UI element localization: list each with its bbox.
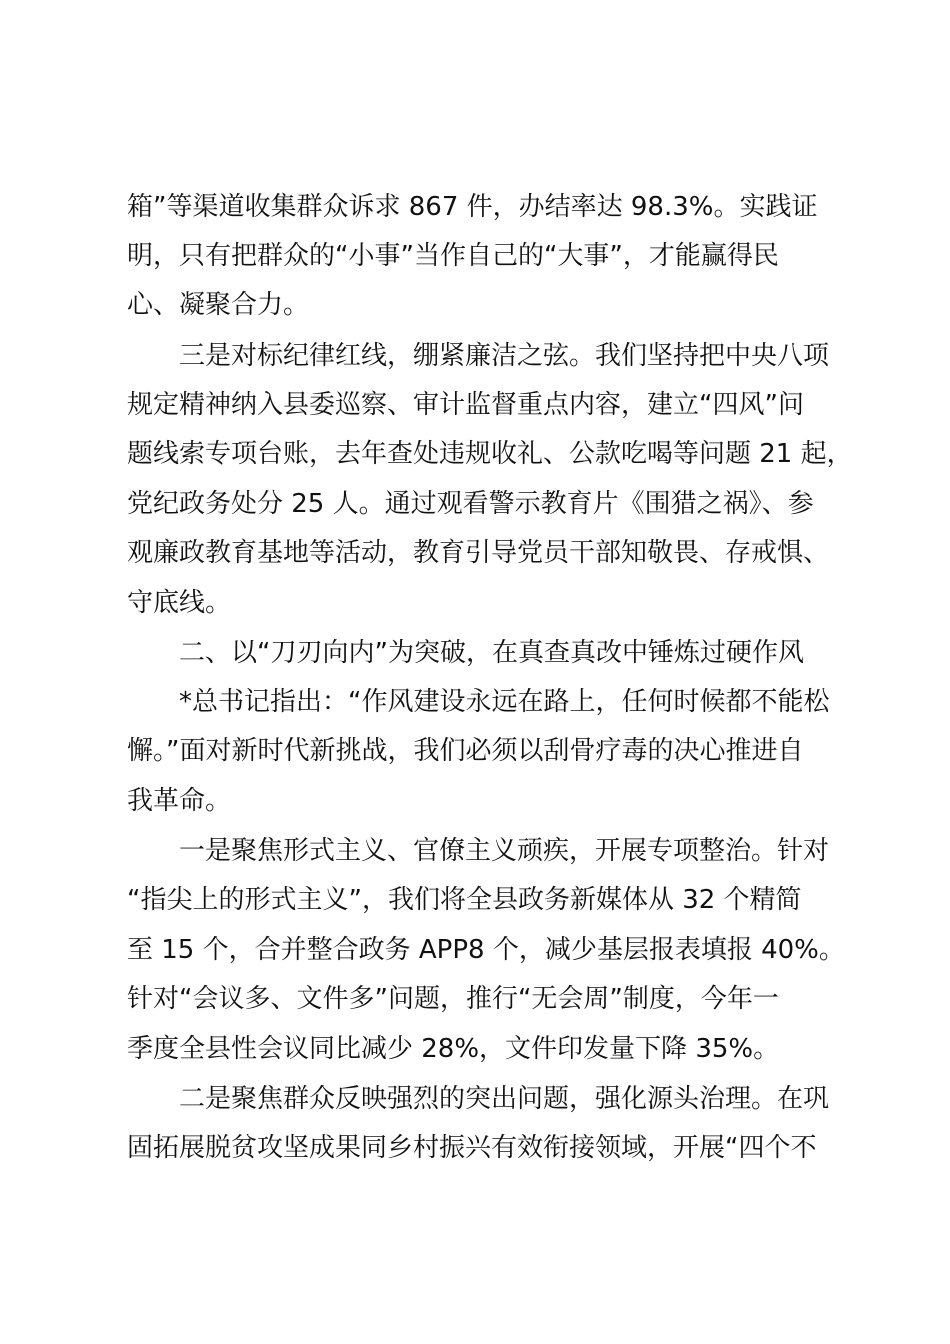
- section-heading: 二、以“刀刃向内”为突破，在真查真改中锤炼过硬作风: [127, 638, 804, 668]
- text-line: 规定精神纳入县委巡察、审计监督重点内容，建立“四风”问: [127, 390, 804, 420]
- paragraph-start-line: 三是对标纪律红线，绷紧廉洁之弦。我们坚持把中央八项: [127, 341, 830, 371]
- text-line: 明，只有把群众的“小事”当作自己的“大事”，才能赢得民: [127, 241, 779, 271]
- text-line: 党纪政务处分 25 人。通过观看警示教育片《围猎之祸》、参: [127, 489, 814, 519]
- paragraph-start-line: 一是聚焦形式主义、官僚主义顽疾，开展专项整治。针对: [127, 836, 830, 866]
- text-line: 至 15 个，合并整合政务 APP8 个，减少基层报表填报 40%。: [127, 935, 845, 965]
- text-line: 心、凝聚合力。: [127, 290, 310, 320]
- text-line: 守底线。: [127, 588, 232, 618]
- text-line: 观廉政教育基地等活动，教育引导党员干部知敬畏、存戒惧、: [127, 538, 830, 568]
- text-line: “指尖上的形式主义”，我们将全县政务新媒体从 32 个精简: [127, 885, 802, 915]
- text-line: 季度全县性会议同比减少 28%，文件印发量下降 35%。: [127, 1034, 780, 1064]
- text-line: 懈。”面对新时代新挑战，我们必须以刮骨疗毒的决心推进自: [127, 736, 804, 766]
- paragraph-start-line: 二是聚焦群众反映强烈的突出问题，强化源头治理。在巩: [127, 1084, 830, 1114]
- text-line: 题线索专项台账，去年查处违规收礼、公款吃喝等问题 21 起，: [127, 439, 853, 469]
- text-line: 箱”等渠道收集群众诉求 867 件，办结率达 98.3%。实践证: [127, 192, 818, 222]
- text-line: 我革命。: [127, 786, 232, 816]
- paragraph-start-line: *总书记指出：“作风建设永远在路上，任何时候都不能松: [127, 687, 830, 717]
- text-line: 固拓展脱贫攻坚成果同乡村振兴有效衔接领域，开展“四个不: [127, 1133, 817, 1163]
- text-line: 针对“会议多、文件多”问题，推行“无会周”制度，今年一: [127, 984, 779, 1014]
